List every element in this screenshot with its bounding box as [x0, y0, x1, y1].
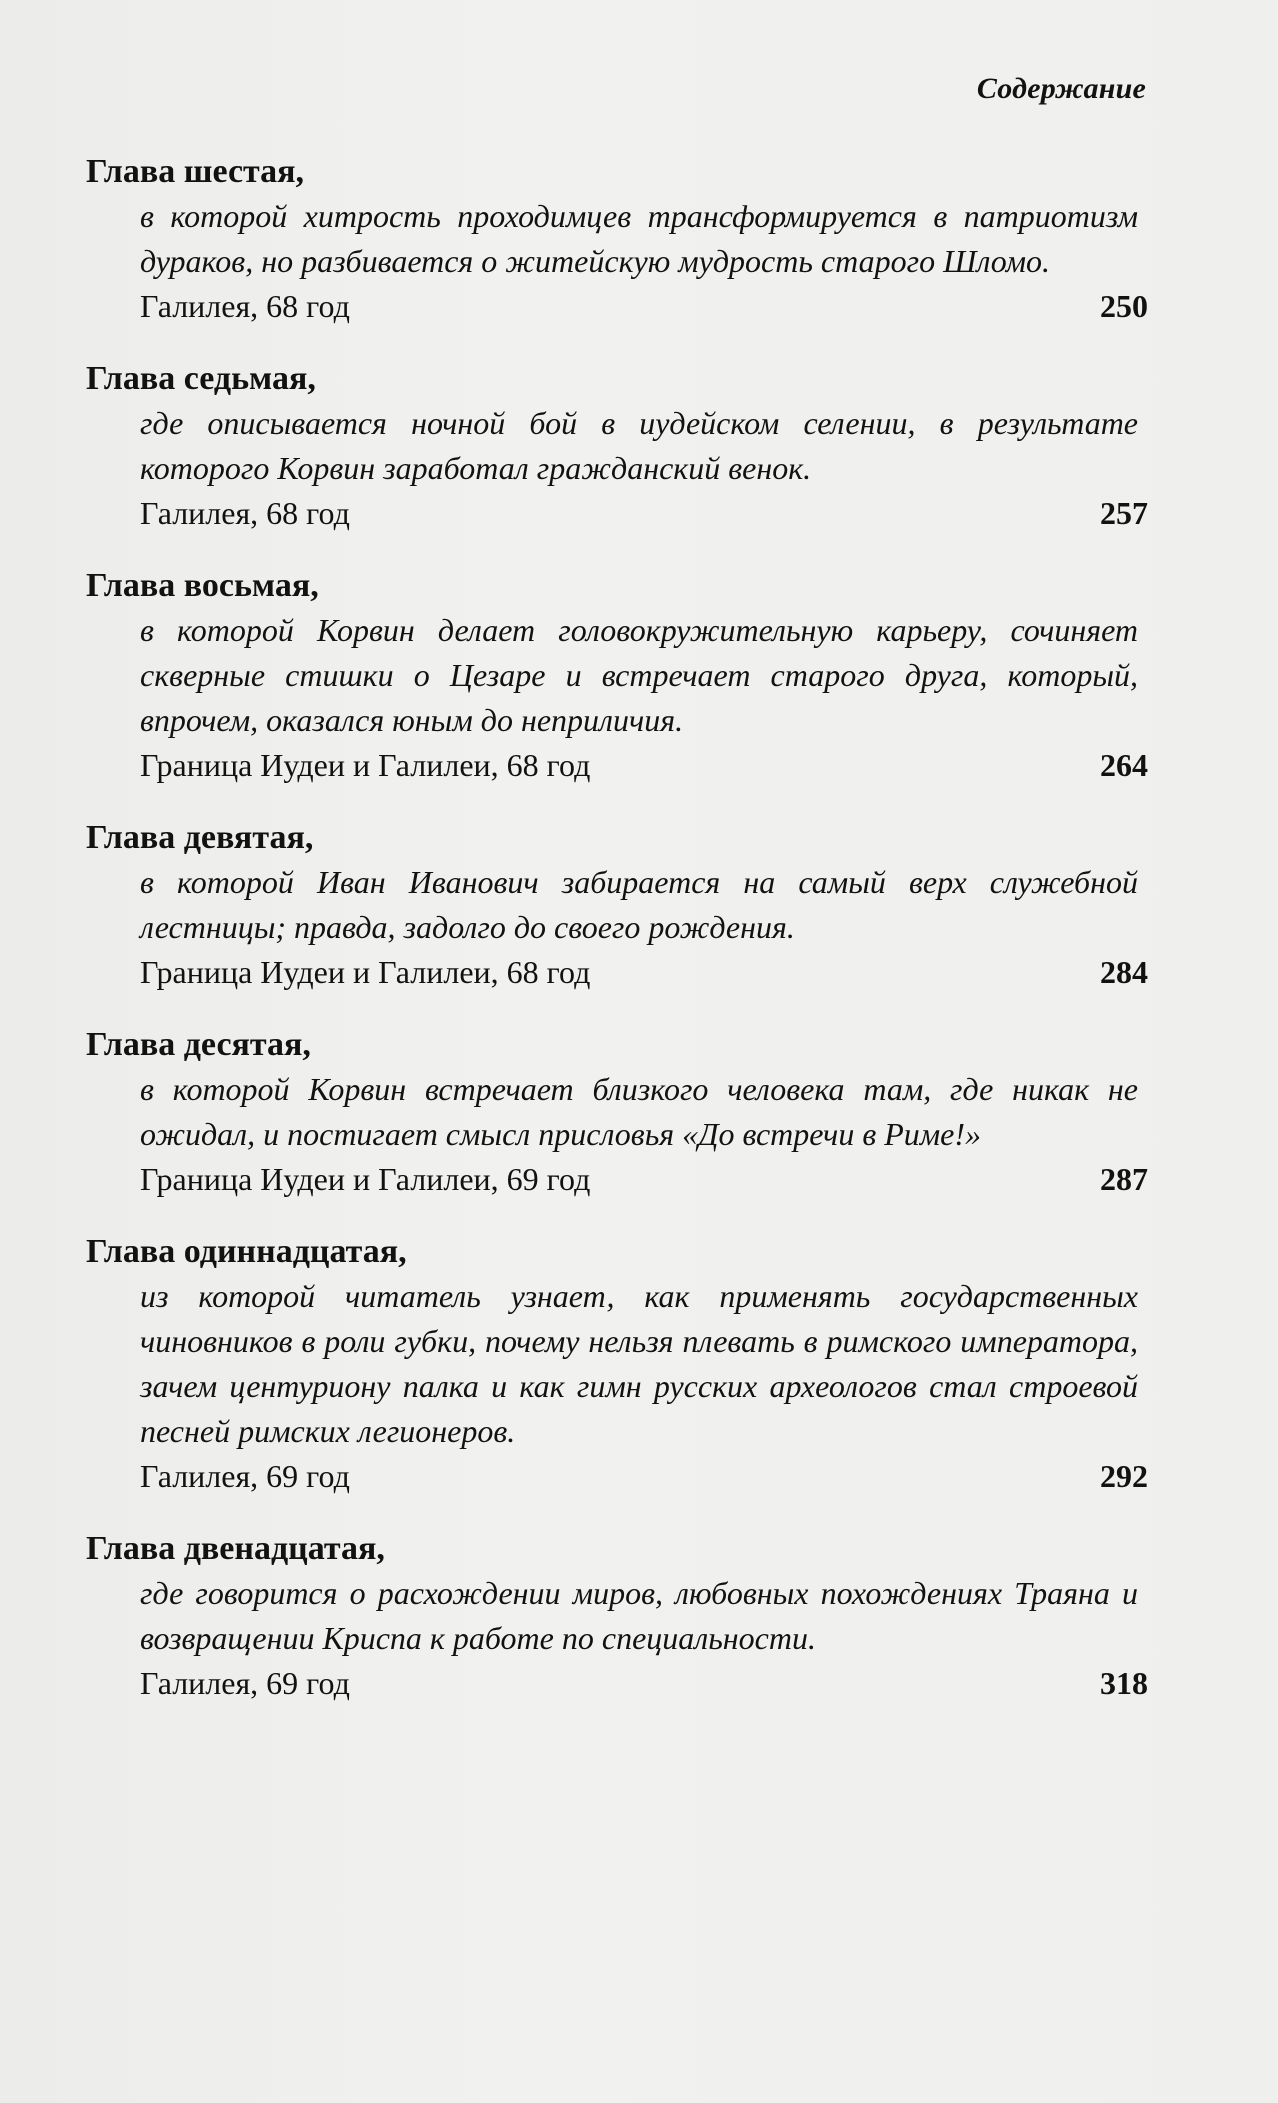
toc-entry-chapter-11 [86, 1230, 1152, 1499]
chapter-title: Глава седьмая, [86, 360, 316, 397]
chapter-page-number: 284 [1100, 954, 1148, 990]
chapter-title: Глава восьмая, [86, 567, 319, 604]
toc-entry-chapter-12 [86, 1527, 1152, 1706]
chapter-place: Граница Иудеи и Галилеи, 69 год [140, 1161, 591, 1197]
chapter-title: Глава шестая, [86, 153, 305, 190]
chapter-description: в которой хитрость проходимцев трансформируется в патриотизм дураков, но разбивается о житейскую мудрость старого Шломо. [140, 198, 1138, 279]
chapter-title: Глава девятая, [86, 819, 314, 856]
toc-entry-chapter-7 [86, 357, 1152, 536]
toc-entry-chapter-10 [86, 1023, 1152, 1202]
chapter-meta [140, 491, 1148, 536]
chapter-description: из которой читатель узнает, как применять государственных чиновников в роли губки, почему нельзя плевать в римского императора, зачем центуриону палка и как гимн русских археологов стал строевой песней римских легионеров. [140, 1278, 1138, 1449]
chapter-meta [140, 284, 1148, 329]
chapter-meta [140, 950, 1148, 995]
chapter-title: Глава двенадцатая, [86, 1530, 385, 1567]
chapter-title: Глава десятая, [86, 1026, 311, 1063]
chapter-page-number: 318 [1100, 1665, 1148, 1701]
chapter-place: Галилея, 68 год [140, 495, 350, 531]
toc-entry-chapter-9 [86, 816, 1152, 995]
chapter-meta [140, 1454, 1148, 1499]
chapter-place: Галилея, 69 год [140, 1665, 350, 1701]
chapter-description: где говорится о расхождении миров, любовных похождениях Траяна и возвращении Криспа к работе по специальности. [140, 1575, 1138, 1656]
chapter-place: Галилея, 68 год [140, 288, 350, 324]
chapter-place: Галилея, 69 год [140, 1458, 350, 1494]
chapter-place: Граница Иудеи и Галилеи, 68 год [140, 954, 591, 990]
table-of-contents [86, 150, 1152, 1734]
chapter-description: в которой Иван Иванович забирается на самый верх служебной лестницы; правда, задолго до своего рождения. [140, 864, 1138, 945]
chapter-title: Глава одиннадцатая, [86, 1233, 407, 1270]
running-head: Содержание [976, 72, 1146, 105]
chapter-meta [140, 1157, 1148, 1202]
chapter-place: Граница Иудеи и Галилеи, 68 год [140, 747, 591, 783]
chapter-meta [140, 1661, 1148, 1706]
chapter-description: где описывается ночной бой в иудейском селении, в результате которого Корвин заработал гражданский венок. [140, 405, 1138, 486]
chapter-page-number: 264 [1100, 747, 1148, 783]
chapter-meta [140, 743, 1148, 788]
chapter-description: в которой Корвин встречает близкого человека там, где никак не ожидал, и постигает смысл присловья «До встречи в Риме!» [140, 1071, 1138, 1152]
toc-entry-chapter-8 [86, 564, 1152, 788]
chapter-description: в которой Корвин делает головокружительную карьеру, сочиняет скверные стишки о Цезаре и встречает старого друга, который, впрочем, оказался юным до неприличия. [140, 612, 1138, 738]
chapter-page-number: 257 [1100, 495, 1148, 531]
toc-entry-chapter-6 [86, 150, 1152, 329]
chapter-page-number: 250 [1100, 288, 1148, 324]
chapter-page-number: 292 [1100, 1458, 1148, 1494]
chapter-page-number: 287 [1100, 1161, 1148, 1197]
